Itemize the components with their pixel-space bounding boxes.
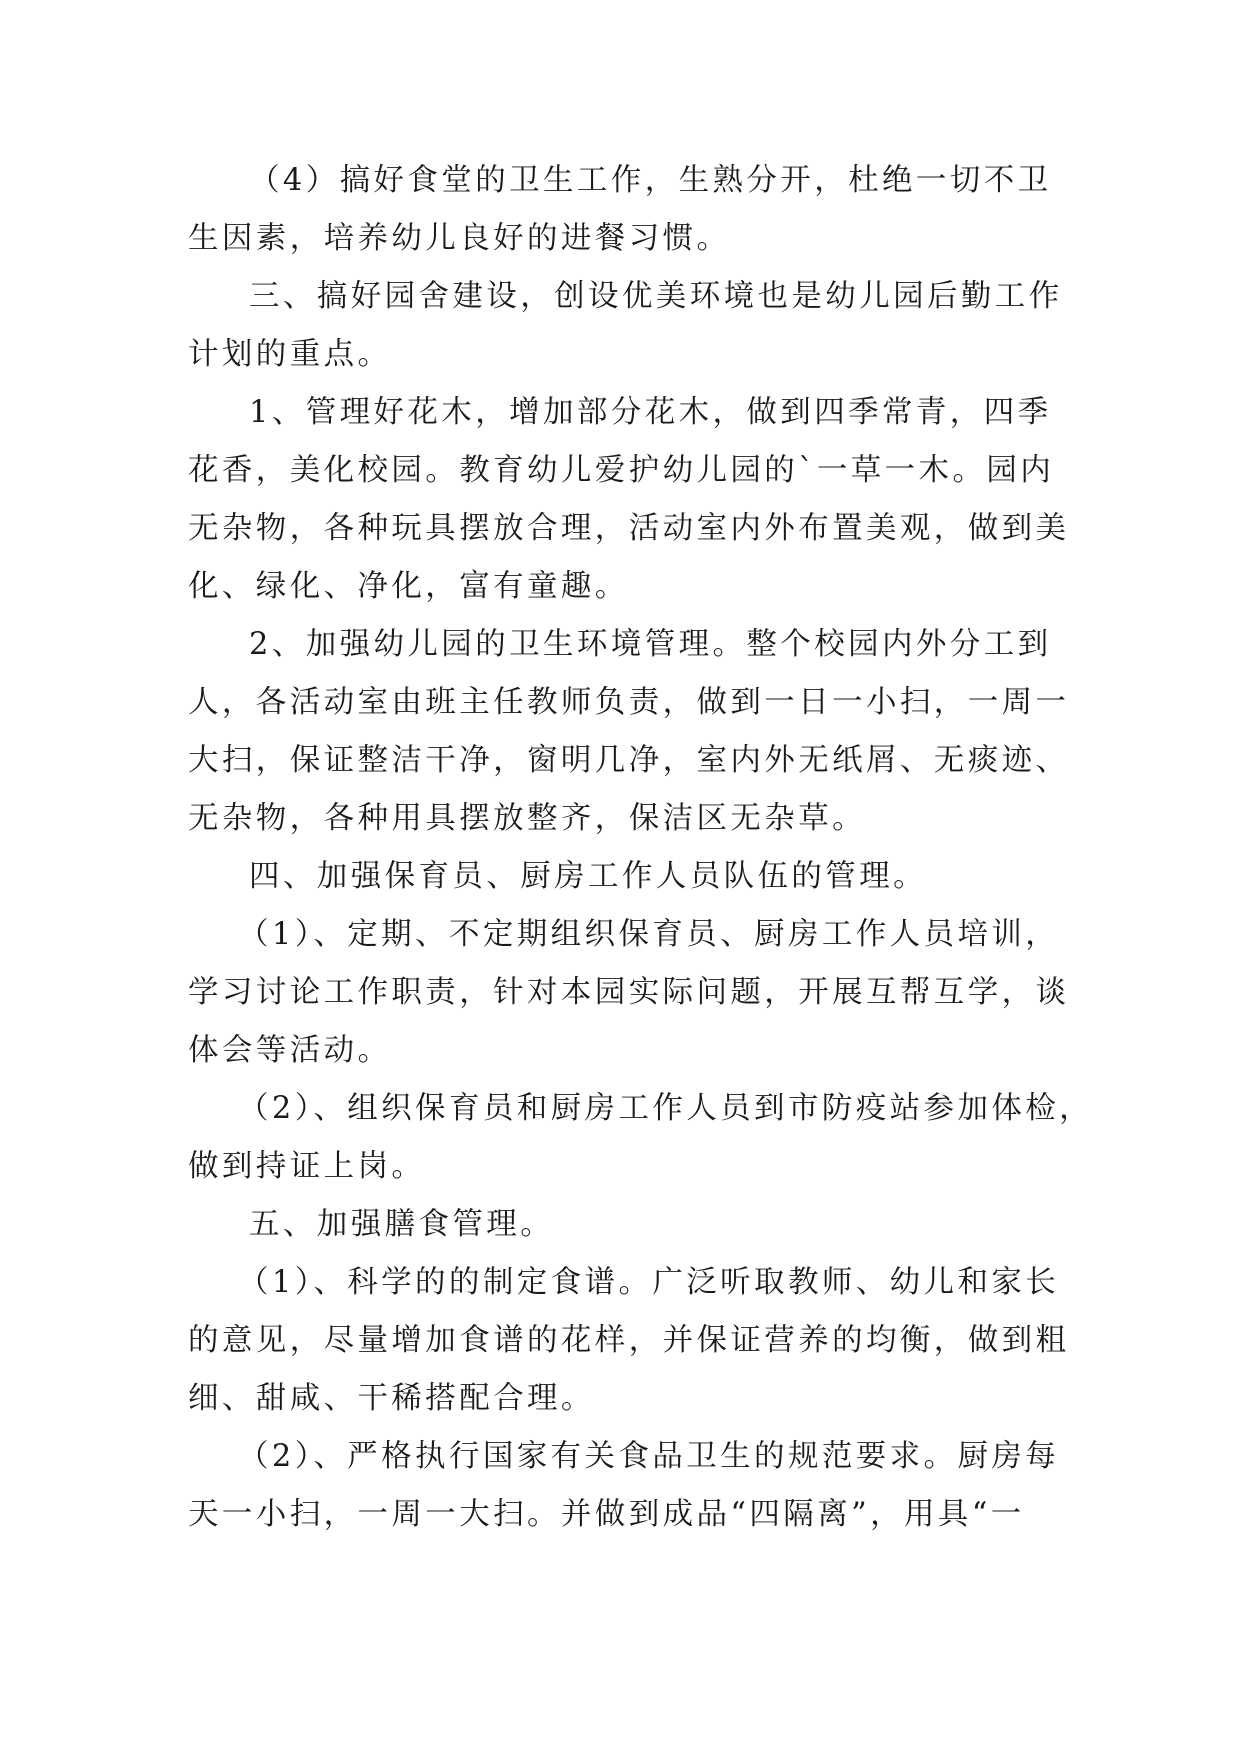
text-line: 学习讨论工作职责，针对本园实际问题，开展互帮互学，谈 bbox=[188, 975, 1070, 1010]
text-line: 做到持证上岗。 bbox=[188, 1149, 426, 1184]
paragraph-food-safety bbox=[188, 1428, 1058, 1544]
text-line: 四、加强保育员、厨房工作人员队伍的管理。 bbox=[249, 859, 927, 894]
paragraph-canteen-hygiene bbox=[188, 152, 1058, 268]
text-line: 计划的重点。 bbox=[188, 337, 392, 372]
text-line: 1、管理好花木，增加部分花木，做到四季常青，四季 bbox=[249, 395, 1052, 430]
text-line: 无杂物，各种用具摆放整齐，保洁区无杂草。 bbox=[188, 801, 866, 836]
text-line: 细、甜咸、干稀搭配合理。 bbox=[188, 1381, 595, 1416]
section-heading-3 bbox=[188, 268, 1063, 384]
text-line: （2）、组织保育员和厨房工作人员到市防疫站参加体检， bbox=[238, 1091, 1094, 1126]
text-line: 无杂物，各种玩具摆放合理，活动室内外布置美观，做到美 bbox=[188, 511, 1070, 546]
text-line: 天一小扫，一周一大扫。并做到成品“四隔离”，用具“一 bbox=[188, 1497, 1025, 1532]
text-line: 花香，美化校园。教育幼儿爱护幼儿园的`一草一木。园内 bbox=[188, 453, 1055, 488]
text-line: 的意见，尽量增加食谱的花样，并保证营养的均衡，做到粗 bbox=[188, 1323, 1070, 1358]
paragraph-plants bbox=[188, 384, 1070, 616]
text-line: （2）、严格执行国家有关食品卫生的规范要求。厨房每 bbox=[238, 1439, 1060, 1474]
text-line: （1）、定期、不定期组织保育员、厨房工作人员培训， bbox=[238, 917, 1060, 952]
paragraph-environment bbox=[188, 616, 1070, 848]
text-line: 化、绿化、净化，富有童趣。 bbox=[188, 569, 629, 604]
text-line: （4）搞好食堂的卫生工作，生熟分开，杜绝一切不卫 bbox=[249, 163, 1052, 198]
text-line: （1）、科学的的制定食谱。广泛听取教师、幼儿和家长 bbox=[238, 1265, 1060, 1300]
document-body bbox=[188, 152, 1094, 1544]
text-line: 三、搞好园舍建设，创设优美环境也是幼儿园后勤工作 bbox=[249, 279, 1063, 314]
text-line: 五、加强膳食管理。 bbox=[249, 1207, 555, 1242]
section-heading-5 bbox=[188, 1196, 1058, 1254]
text-line: 大扫，保证整洁干净，窗明几净，室内外无纸屑、无痰迹、 bbox=[188, 743, 1070, 778]
paragraph-training bbox=[188, 906, 1070, 1080]
text-line: 人，各活动室由班主任教师负责，做到一日一小扫，一周一 bbox=[188, 685, 1070, 720]
text-line: 体会等活动。 bbox=[188, 1033, 392, 1068]
paragraph-recipes bbox=[188, 1254, 1070, 1428]
text-line: 2、加强幼儿园的卫生环境管理。整个校园内外分工到 bbox=[249, 627, 1052, 662]
text-line: 生因素，培养幼儿良好的进餐习惯。 bbox=[188, 221, 731, 256]
section-heading-4 bbox=[188, 848, 1058, 906]
paragraph-health-check bbox=[188, 1080, 1094, 1196]
